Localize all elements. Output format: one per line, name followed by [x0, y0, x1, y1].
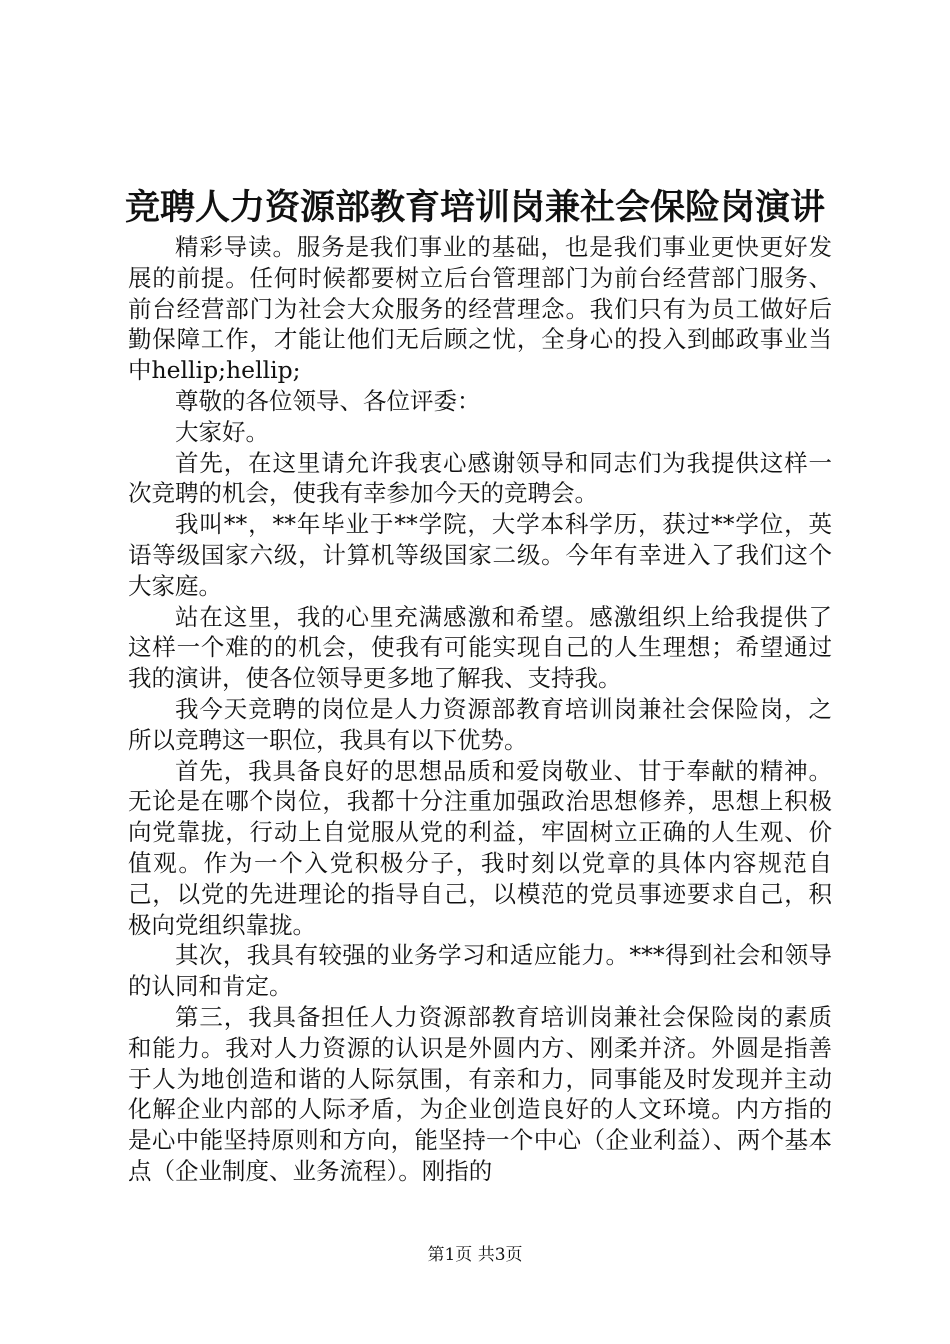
paragraph: 精彩导读。服务是我们事业的基础，也是我们事业更快更好发展的前提。任何时候都要树立后台管理部门为前台经营部门服务、前台经营部门为社会大众服务的经营理念。我们只有为员工做好后勤保障工作，才能让他们无后顾之忧，全身心的投入到邮政事业当中hellip;hellip; — [128, 233, 832, 385]
document-body — [128, 232, 832, 1187]
document-title: 竞聘人力资源部教育培训岗兼社会保险岗演讲 — [124, 187, 825, 228]
paragraph: 我今天竞聘的岗位是人力资源部教育培训岗兼社会保险岗，之所以竞聘这一职位，我具有以下优势。 — [128, 694, 832, 754]
paragraph: 首先，在这里请允许我衷心感谢领导和同志们为我提供这样一次竞聘的机会，使我有幸参加今天的竞聘会。 — [128, 448, 832, 508]
paragraph: 我叫**，**年毕业于**学院，大学本科学历，获过**学位，英语等级国家六级，计算机等级国家二级。今年有幸进入了我们这个大家庭。 — [128, 510, 832, 600]
paragraph: 第三，我具备担任人力资源部教育培训岗兼社会保险岗的素质和能力。我对人力资源的认识是外圆内方、刚柔并济。外圆是指善于人为地创造和谐的人际氛围，有亲和力，同事能及时发现并主动化解企业内部的人际矛盾，为企业创造良好的人文环境。内方指的是心中能坚持原则和方向，能坚持一个中心（企业利益）、两个基本点（企业制度、业务流程）。刚指的 — [128, 1002, 832, 1185]
paragraph: 其次，我具有较强的业务学习和适应能力。***得到社会和领导的认同和肯定。 — [128, 941, 832, 1001]
paragraph: 站在这里，我的心里充满感激和希望。感激组织上给我提供了这样一个难的的机会，使我有可能实现自己的人生理想；希望通过我的演讲，使各位领导更多地了解我、支持我。 — [128, 602, 832, 693]
page-footer: 第1页 共3页 — [427, 1245, 523, 1265]
paragraph: 尊敬的各位领导、各位评委： — [175, 386, 481, 415]
paragraph: 首先，我具备良好的思想品质和爱岗敬业、甘于奉献的精神。无论是在哪个岗位，我都十分注重加强政治思想修养，思想上积极向党靠拢，行动上自觉服从党的利益，牢固树立正确的人生观、价值观。作为一个入党积极分子，我时刻以党章的具体内容规范自己，以党的先进理论的指导自己，以模范的党员事迹要求自己，积极向党组织靠拢。 — [128, 756, 832, 939]
paragraph: 大家好。 — [175, 417, 269, 446]
